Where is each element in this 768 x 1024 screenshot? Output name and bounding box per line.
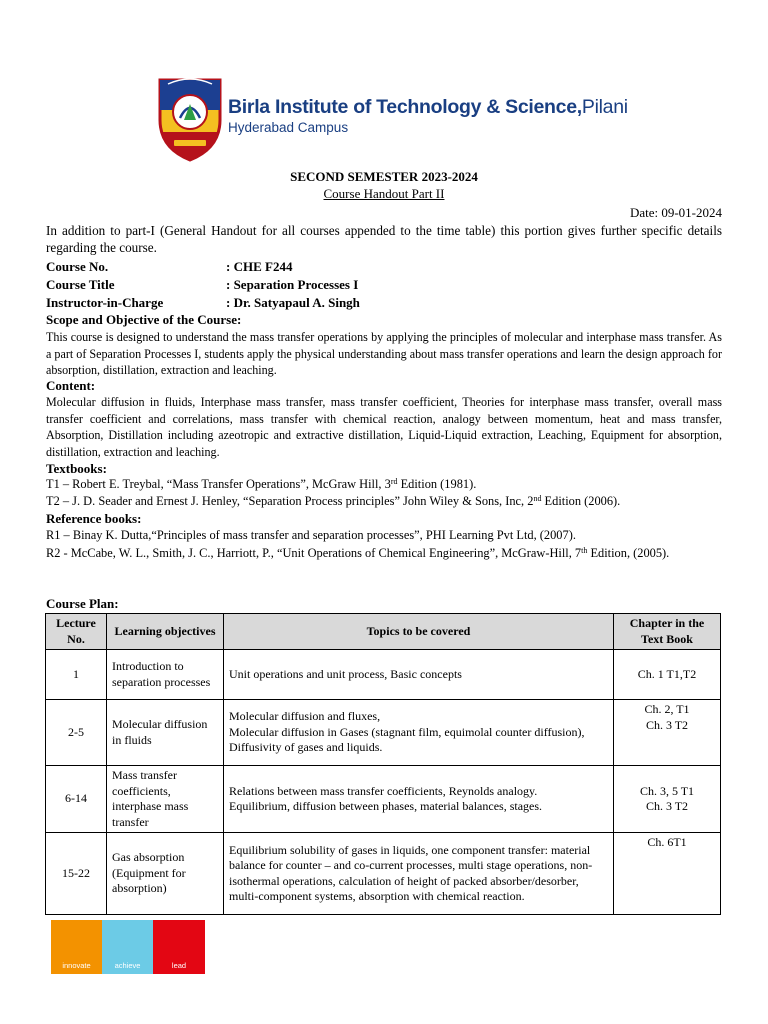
header-topics: Topics to be covered (224, 614, 614, 650)
textbook-t2: T2 – J. D. Seader and Ernest J. Henley, “Separation Process principles” John Wiley & Sons, Inc, 2nd Edition (2006). (46, 494, 621, 508)
cell-chapter: Ch. 3, 5 T1 Ch. 3 T2 (614, 766, 721, 833)
course-title-value: : Separation Processes I (226, 277, 359, 292)
cell-objective: Molecular diffusion in fluids (107, 700, 224, 766)
course-title-row (46, 277, 359, 293)
handout-title: Course Handout Part II (323, 186, 445, 201)
textbooks-heading: Textbooks: (46, 461, 107, 476)
cell-chapter: Ch. 2, T1 Ch. 3 T2 (614, 700, 721, 766)
cell-topics: Unit operations and unit process, Basic concepts (224, 650, 614, 700)
innovate-label: innovate (62, 961, 91, 970)
instructor-row (46, 295, 360, 311)
lead-label: lead (171, 961, 187, 970)
scope-paragraph: This course is designed to understand the mass transfer operations by applying the principles of molecular and interphase mass transfer. As a part of Separation Processes I, students apply the physical understanding about mass transfer operations and learn the design approach for absorption, distillation, extraction and leaching. (46, 330, 722, 378)
course-number-label: Course No. (46, 259, 109, 274)
footer-brand-strip (51, 920, 205, 974)
cell-objective: Introduction to separation processes (107, 650, 224, 700)
header-learning-objectives: Learning objectives (107, 614, 224, 650)
instructor-value: : Dr. Satyapaul A. Singh (226, 295, 360, 310)
cell-topics: Molecular diffusion and fluxes, Molecular diffusion in Gases (stagnant film, equimolal counter diffusion), Diffusivity of gases and liquids. (224, 700, 614, 766)
bits-seal-icon (154, 70, 226, 162)
header-chapter: Chapter in the Text Book (614, 614, 721, 650)
achieve-label: achieve (114, 961, 141, 970)
institute-name: Birla Institute of Technology & Science,Pilani (228, 96, 628, 118)
cell-topics: Equilibrium solubility of gases in liquids, one component transfer: material balance for counter – and co-current processes, multi stage operations, non-isothermal operations, calculation of height of packed absorber/desorber, multi-component systems, absorption with chemical reaction. (224, 833, 614, 915)
cell-chapter: Ch. 6T1 (614, 833, 721, 915)
course-plan-table (45, 613, 721, 915)
cell-objective: Mass transfer coefficients, interphase mass transfer (107, 766, 224, 833)
campus-name: Hyderabad Campus (228, 120, 349, 135)
cell-objective: Gas absorption (Equipment for absorption) (107, 833, 224, 915)
cell-lecture: 15-22 (46, 833, 107, 915)
innovate-block (51, 920, 102, 974)
intro-paragraph: In addition to part-I (General Handout for all courses appended to the time table) this portion gives further specific details regarding the course. (46, 223, 722, 255)
content-paragraph: Molecular diffusion in fluids, Interphase mass transfer, mass transfer coefficient, Theories for interphase mass transfer, overall mass transfer coefficient and correlations, mass transfer with chemical reaction, analogy between momentum, heat and mass transfer, Absorption, Distillation including azeotropic and extractive distillation, Liquid-Liquid extraction, Leaching, Equipment for absorption, distillation, extraction and leaching. (46, 395, 722, 459)
cell-topics: Relations between mass transfer coefficients, Reynolds analogy. Equilibrium, diffusion between phases, material balances, stages. (224, 766, 614, 833)
table-row (46, 766, 721, 833)
header-lecture-no: Lecture No. (46, 614, 107, 650)
references-heading: Reference books: (46, 511, 142, 526)
reference-r1: R1 – Binay K. Dutta,“Principles of mass transfer and separation processes”, PHI Learning Pvt Ltd, (2007). (46, 528, 576, 542)
course-plan-heading: Course Plan: (46, 596, 119, 611)
table-row (46, 650, 721, 700)
reference-r2: R2 - McCabe, W. L., Smith, J. C., Harriott, P., “Unit Operations of Chemical Engineering”, McGraw-Hill, 7th Edition, (2005). (46, 546, 670, 560)
header-logo (142, 62, 628, 166)
table-row (46, 833, 721, 915)
semester-title: SECOND SEMESTER 2023-2024 (290, 169, 478, 184)
achieve-block (102, 920, 153, 974)
table-row (46, 700, 721, 766)
cell-lecture: 6-14 (46, 766, 107, 833)
lead-block (153, 920, 205, 974)
table-header-row (46, 614, 721, 650)
course-number-row (46, 259, 293, 275)
scope-heading: Scope and Objective of the Course: (46, 312, 242, 327)
textbook-t1: T1 – Robert E. Treybal, “Mass Transfer Operations”, McGraw Hill, 3rd Edition (1981). (46, 477, 477, 491)
cell-lecture: 1 (46, 650, 107, 700)
course-title-label: Course Title (46, 277, 115, 292)
instructor-label: Instructor-in-Charge (46, 295, 164, 310)
content-heading: Content: (46, 378, 96, 393)
handout-date: Date: 09-01-2024 (629, 205, 722, 220)
cell-chapter: Ch. 1 T1,T2 (614, 650, 721, 700)
course-number-value: : CHE F244 (226, 259, 293, 274)
cell-lecture: 2-5 (46, 700, 107, 766)
